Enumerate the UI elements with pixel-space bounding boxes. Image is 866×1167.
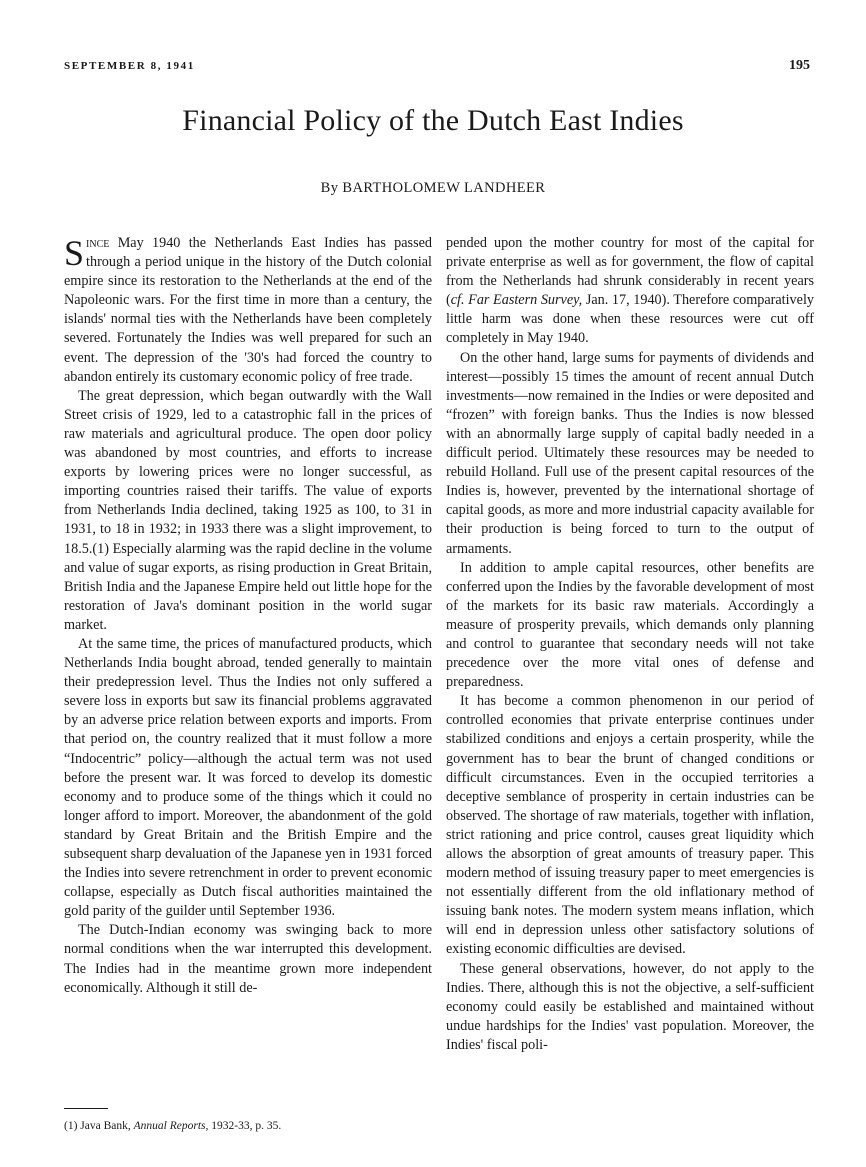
citation: cf. Far Eastern Survey,: [450, 292, 583, 309]
byline: By BARTHOLOMEW LANDHEER: [320, 180, 546, 196]
paragraph: At the same time, the prices of manufactured products, which Netherlands India bought abroad, tended generally to maintain their predepression level. Thus the Indies not only suffered a severe loss in exports but saw its financial problems aggravated by an adverse price relation between exports and imports. From that period on, the country realized that it must follow a more “Indocentric” policy—although the actual term was not used before the present war. It was forced to develop its domestic economy and to produce some of the things which it could no longer afford to import. Moreover, the abandonment of the gold standard by Great Britain and the British Empire and the subsequent sharp devaluation of the Japanese yen in 1931 forced the Indies into severe retrenchment in order to prevent economic collapse, especially as Dutch fiscal authorities maintained the gold parity of the guilder until September 1936.: [64, 635, 432, 920]
paragraph: The Dutch-Indian economy was swinging back to more normal conditions when the war interrupted this development. The Indies had in the meantime grown more independent economically. Although it still de-: [64, 922, 432, 996]
lead-in: ince: [86, 235, 110, 251]
paragraph-text: pended upon the mother country for most of the capital for private enterprise as well as for government, the flow of capital from the Netherlands had shrunk considerably in recent years (: [446, 235, 814, 309]
paragraph-text: Jan. 17, 1940). Therefore comparatively little harm was done when these resources were cut off completely in May 1940.: [446, 292, 814, 347]
footnote-source: Annual Reports,: [133, 1120, 209, 1132]
paragraph: The great depression, which began outwardly with the Wall Street crisis of 1929, led to a catastrophic fall in the prices of raw materials and agricultural produce. The open door policy was abandoned by most countries, and efforts to increase exports by lowering prices were no longer successful, as importing countries raised their tariffs. The value of exports from Netherlands India declined, taking 1925 as 100, to 31 in 1931, to 18 in 1932; in 1933 there was a slight improvement, to 18.5.(1) Especially alarming was the rapid decline in the volume and value of sugar exports, as rising production in Great Britain, British India and the Japanese Empire held out little hope for the restoration of Java's dominant position in the world sugar market.: [64, 387, 432, 633]
footnote: (1) Java Bank, Annual Reports, 1932-33, p. 35.: [64, 1120, 282, 1132]
paragraph: [446, 234, 814, 349]
running-head: [64, 60, 810, 80]
paragraph: These general observations, however, do not apply to the Indies. There, although this is not the objective, a self-sufficient economy could easily be established and maintained without undue hardships for the Indies' vast population. Moreover, the Indies' fiscal poli-: [446, 960, 814, 1053]
drop-cap: S: [64, 233, 85, 273]
left-column: [64, 234, 432, 998]
right-column: [446, 234, 814, 1055]
paragraph-text: May 1940 the Netherlands East Indies has passed through a period unique in the history of the Dutch colonial empire since its restoration to the Netherlands at the end of the Napoleonic wars. For the first time in more than a century, the islands' normal ties with the Netherlands have been completely severed. Fortunately the Indies was well prepared for such an event. The depression of the '30's had forced the country to abandon entirely its customary economic policy of free trade.: [64, 235, 432, 385]
footnote-rule: [64, 1108, 108, 1109]
article-title: Financial Policy of the Dutch East Indies: [182, 104, 684, 137]
page-number: 195: [789, 58, 810, 73]
paragraph: [64, 234, 432, 387]
paragraph: On the other hand, large sums for payments of dividends and interest—possibly 15 times the amount of recent annual Dutch investments—now remained in the Indies or were deposited and “frozen” with foreign banks. Thus the Indies is now blessed with an abnormally large supply of capital badly needed in a difficult period. Ultimately these resources may be needed to rebuild Holland. Full use of the present capital resources of the Indies is, however, prevented by the international shortage of capital goods, as more and more industrial capacity available for their production is being forced to turn to the output of armaments.: [446, 349, 814, 557]
issue-date: SEPTEMBER 8, 1941: [64, 60, 195, 72]
paragraph: It has become a common phenomenon in our period of controlled economies that private enterprise continues under stabilized conditions and enjoys a certain prosperity, while the government has to bear the brunt of changed conditions or difficult circumstances. Even in the occupied territories a deceptive semblance of prosperity in certain industries can be observed. The shortage of raw materials, together with inflation, strict rationing and price control, causes great liquidity which allows the absorption of great amounts of treasury paper. This modern method of issuing treasury paper to meet emergencies is not essentially different from the old inflationary method of issuing bank notes. The modern system means inflation, which will end in depression unless other satisfactory solutions of existing economic difficulties are devised.: [446, 693, 814, 958]
paragraph: In addition to ample capital resources, other benefits are conferred upon the Indies by the favorable development of most of the markets for its basic raw materials. Accordingly a measure of prosperity prevails, which demands only planning and control to guarantee that secondary needs will not take precedence over the more vital ones of defense and preparedness.: [446, 559, 814, 691]
